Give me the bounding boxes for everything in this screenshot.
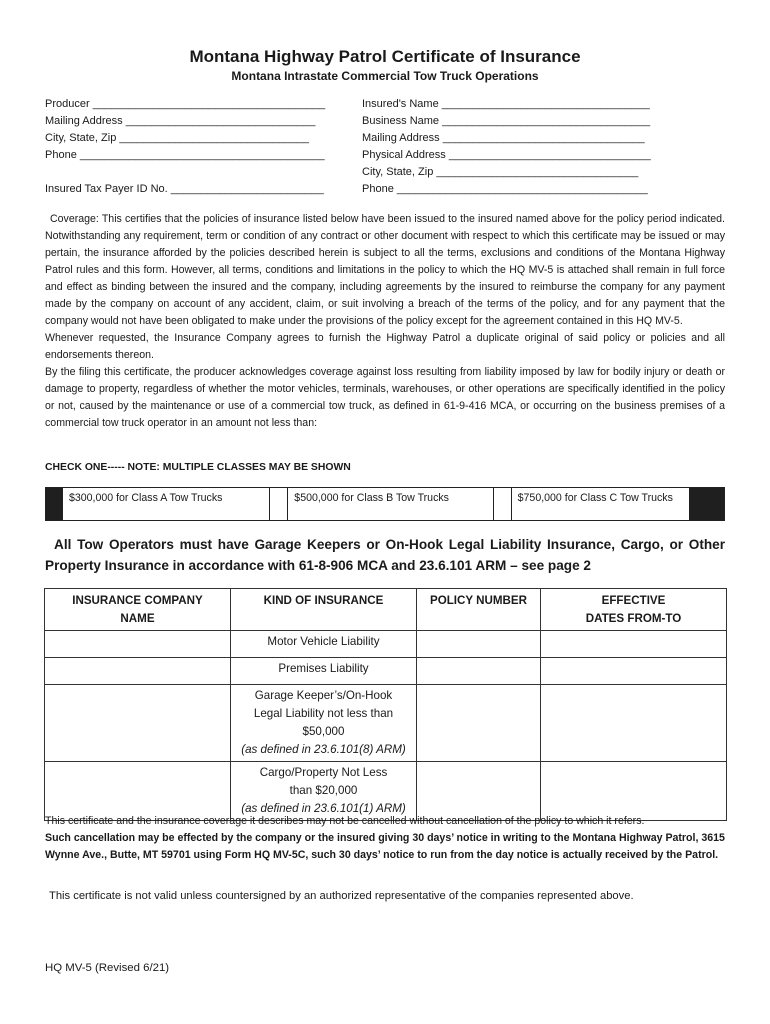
form-revision-footer: HQ MV-5 (Revised 6/21) <box>45 962 170 974</box>
document-subtitle: Montana Intrastate Commercial Tow Truck Operations <box>231 69 539 83</box>
kind-cell-premises: Premises Liability <box>231 658 417 685</box>
kind-cell-garage-keepers <box>231 685 417 762</box>
insurance-table <box>44 588 727 821</box>
producer-city-state-zip-field[interactable]: City, State, Zip _______________________________ <box>45 132 310 144</box>
producer-mailing-address-field[interactable]: Mailing Address _______________________________ <box>45 115 316 127</box>
cancellation-notice-bold: Such cancellation may be effected by the company or the insured giving 30 days’ notice in writing to the Montana Highway Patrol, 3615 Wynne Ave., Butte, MT 59701 using Form HQ MV-5C, such 30 days’ notice to run from the day notice is actually received by the Patrol. <box>45 832 725 861</box>
insured-name-field[interactable]: Insured's Name __________________________________ <box>362 98 650 110</box>
class-checkbox-row <box>45 487 725 521</box>
garage-keepers-text: Garage Keeper’s/On-Hook Legal Liability not less than $50,000 <box>253 689 394 738</box>
countersign-notice: This certificate is not valid unless countersigned by an authorized representative of the companies represented above. <box>49 890 634 902</box>
check-one-note: CHECK ONE----- NOTE: MULTIPLE CLASSES MAY BE SHOWN <box>45 462 351 473</box>
cancellation-notice-plain: This certificate and the insurance coverage it describes may not be cancelled without cancellation of the policy to which it refers. <box>45 815 645 827</box>
company-name-cell[interactable] <box>45 685 231 762</box>
policy-number-cell[interactable] <box>417 685 541 762</box>
effective-dates-cell[interactable] <box>541 762 727 821</box>
table-row <box>45 658 727 685</box>
document-title: Montana Highway Patrol Certificate of Insurance <box>189 47 581 66</box>
effective-dates-cell[interactable] <box>541 685 727 762</box>
table-row <box>45 685 727 762</box>
class-a-label: $300,000 for Class A Tow Trucks <box>63 488 270 520</box>
coverage-paragraph-3: By the filing this certificate, the producer acknowledges coverage against loss resulting from liability imposed by law for bodily injury or death or damage to property, regardless of whether the motor vehicles, terminals, warehouses, or other operations are specifically identified in the policy or not, caused by the maintenance or use of a commercial tow truck, as defined in 61-9-416 MCA, or occurring on the business premises of a commercial tow truck operator in an amount not less than: <box>45 366 725 429</box>
coverage-paragraph-1: Coverage: This certifies that the policies of insurance listed below have been issued to the insured named above for the policy period indicated. Notwithstanding any requirement, term or condition of any contract or other document with respect to which this certificate may be issued or may pertain, the insurance afforded by the policies described herein is subject to all the terms, exclusions and conditions of the Montana Highway Patrol rules and this form. However, all terms, conditions and limitations in the policy to which the HQ MV-5 is attached shall remain in full force and effect as binding between the insured and the company, including agreements by the insured to reimburse the company for any payment made by the company on account of any accident, claim, or suit involving a breach of the terms of the policy, and for any payment that the company would not have been obligated to make under the provisions of the policy except for the agreement contained in this HQ MV-5. <box>45 213 725 327</box>
policy-number-cell[interactable] <box>417 658 541 685</box>
company-name-cell[interactable] <box>45 658 231 685</box>
effective-dates-cell[interactable] <box>541 631 727 658</box>
class-b-checkbox[interactable] <box>270 488 288 520</box>
header-effective-dates: EFFECTIVE DATES FROM-TO <box>541 589 727 631</box>
header-policy-number: POLICY NUMBER <box>417 589 541 631</box>
coverage-text <box>45 211 725 432</box>
class-c-label: $750,000 for Class C Tow Trucks <box>517 492 673 504</box>
header-kind-of-insurance: KIND OF INSURANCE <box>231 589 417 631</box>
class-c-checkbox[interactable] <box>494 488 512 520</box>
garage-keepers-definition: (as defined in 23.6.101(8) ARM) <box>241 743 406 756</box>
effective-dates-cell[interactable] <box>541 658 727 685</box>
coverage-paragraph-2: Whenever requested, the Insurance Company agrees to furnish the Highway Patrol a duplicate original of said policy or policies and all endorsements thereon. <box>45 332 725 361</box>
class-a-checkbox[interactable] <box>46 488 63 520</box>
insured-city-state-zip-field[interactable]: City, State, Zip _________________________________ <box>362 166 639 178</box>
tow-operator-requirement-heading: All Tow Operators must have Garage Keepers or On-Hook Legal Liability Insurance, Cargo, or Other Property Insurance in accordance with 61-8-906 MCA and 23.6.101 ARM – see page 2 <box>45 537 725 573</box>
kind-cell-motor-vehicle: Motor Vehicle Liability <box>231 631 417 658</box>
kind-cell-cargo-property <box>231 762 417 821</box>
company-name-cell[interactable] <box>45 762 231 821</box>
company-name-cell[interactable] <box>45 631 231 658</box>
class-b-label: $500,000 for Class B Tow Trucks <box>288 488 493 520</box>
policy-number-cell[interactable] <box>417 762 541 821</box>
insured-mailing-address-field[interactable]: Mailing Address _________________________________ <box>362 132 645 144</box>
producer-field[interactable]: Producer ______________________________________ <box>45 98 326 110</box>
cancellation-notice <box>45 813 730 864</box>
physical-address-field[interactable]: Physical Address _________________________________ <box>362 149 651 161</box>
insured-tax-payer-id-field[interactable]: Insured Tax Payer ID No. _________________________ <box>45 183 324 195</box>
business-name-field[interactable]: Business Name __________________________________ <box>362 115 651 127</box>
cargo-property-text: Cargo/Property Not Less than $20,000 <box>259 766 388 797</box>
producer-phone-field[interactable]: Phone ________________________________________ <box>45 149 325 161</box>
table-row <box>45 631 727 658</box>
policy-number-cell[interactable] <box>417 631 541 658</box>
insured-phone-field[interactable]: Phone _________________________________________ <box>362 183 648 195</box>
table-row <box>45 762 727 821</box>
table-header-row <box>45 589 727 631</box>
cargo-property-definition: (as defined in 23.6.101(1) ARM) <box>241 802 406 815</box>
row-end-cell <box>689 488 724 520</box>
header-insurance-company-name: INSURANCE COMPANY NAME <box>45 589 231 631</box>
